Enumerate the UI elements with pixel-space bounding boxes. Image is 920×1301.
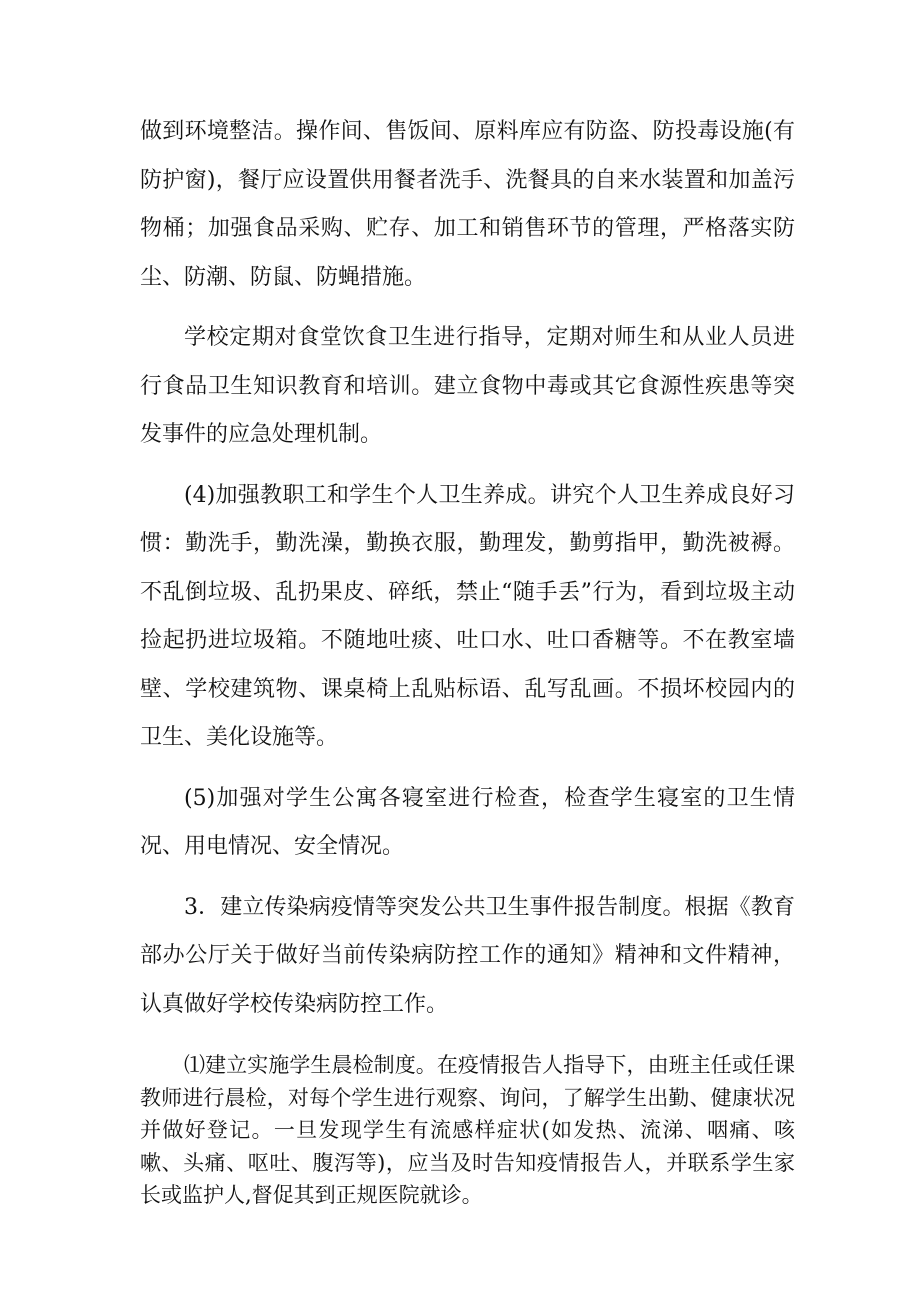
paragraph-personal-hygiene: (4)加强教职工和学生个人卫生养成。讲究个人卫生养成良好习惯：勤洗手，勤洗澡，勤换衣服，勤理发，勤剪指甲，勤洗被褥。不乱倒垃圾、乱扔果皮、碎纸，禁止“随手丢”行为，看到垃圾主动捡起扔进垃圾箱。不随地吐痰、吐口水、吐口香糖等。不在教室墙壁、学校建筑物、课桌椅上乱贴标语、乱写乱画。不损坏校园内的卫生、美化设施等。 [140, 482, 795, 750]
paragraph-canteen-hygiene: 做到环境整洁。操作间、售饭间、原料库应有防盗、防投毒设施(有防护窗)，餐厅应设置供用餐者洗手、洗餐具的自来水装置和加盖污物桶；加强食品采购、贮存、加工和销售环节的管理，严格落实防尘、防潮、防鼠、防蝇措施。 [140, 119, 795, 290]
paragraph-reporting-system: 3．建立传染病疫情等突发公共卫生事件报告制度。根据《教育部办公厅关于做好当前传染病防控工作的通知》精神和文件精神，认真做好学校传染病防控工作。 [140, 894, 795, 1017]
document-body [140, 108, 795, 1212]
paragraph-morning-check: ⑴建立实施学生晨检制度。在疫情报告人指导下，由班主任或任课教师进行晨检，对每个学生进行观察、询问，了解学生出勤、健康状况并做好登记。一旦发现学生有流感样症状(如发热、流涕、咽痛、咳嗽、头痛、呕吐、腹泻等)，应当及时告知疫情报告人，并联系学生家长或监护人,督促其到正规医院就诊。 [140, 1053, 795, 1208]
paragraph-dormitory-inspection: (5)加强对学生公寓各寝室进行检查，检查学生寝室的卫生情况、用电情况、安全情况。 [140, 785, 795, 859]
paragraph-canteen-guidance: 学校定期对食堂饮食卫生进行指导，定期对师生和从业人员进行食品卫生知识教育和培训。建立食物中毒或其它食源性疾患等突发事件的应急处理机制。 [140, 325, 795, 447]
